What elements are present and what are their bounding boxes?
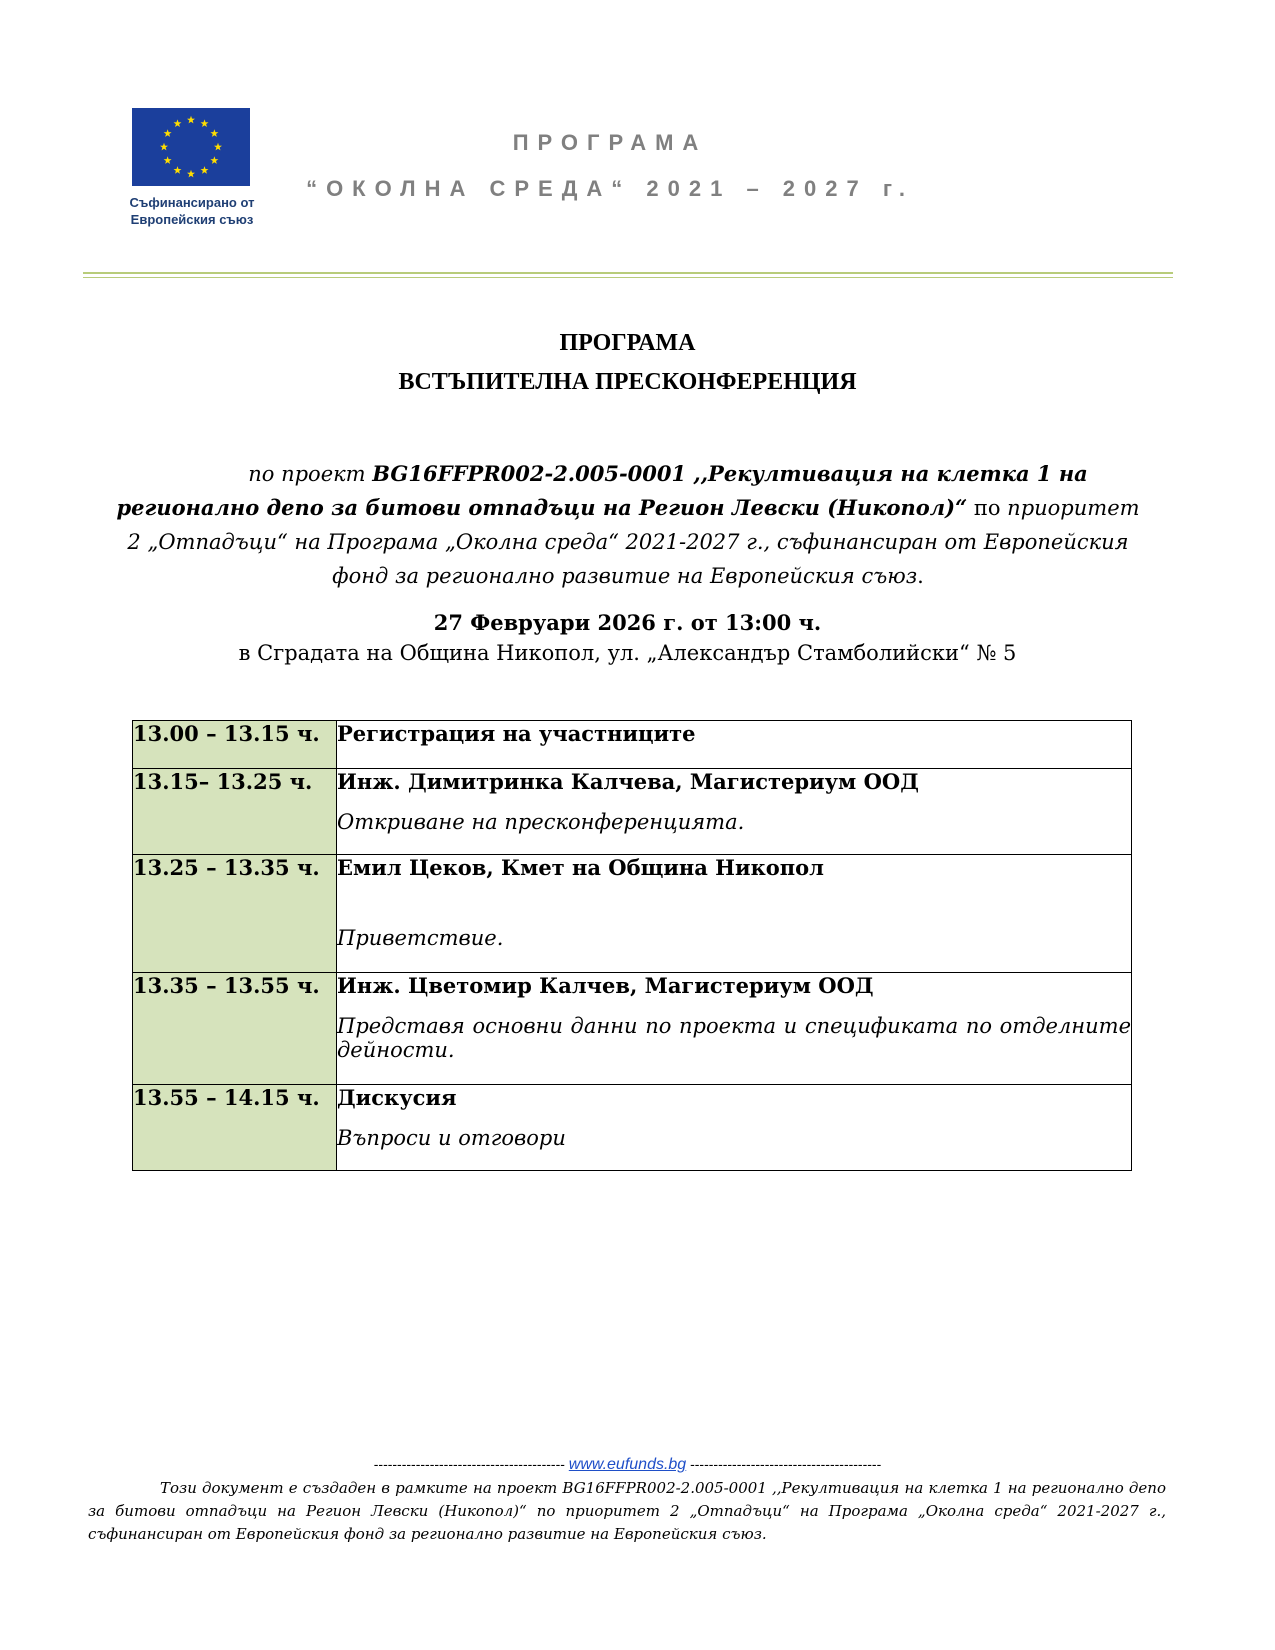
eu-caption-line-1: Съфинансирано от	[129, 195, 255, 210]
header-rule-thin	[83, 277, 1173, 278]
program-heading: ПРОГРАМА	[512, 130, 708, 155]
project-by: по	[967, 496, 1001, 520]
project-description	[108, 457, 1148, 593]
program-subheading: “ОКОЛНА СРЕДА“ 2021 – 2027 г.	[306, 176, 914, 201]
agenda-time: 13.25 – 13.35 ч.	[133, 855, 337, 973]
agenda-row	[133, 855, 1132, 973]
agenda-row	[133, 1085, 1132, 1171]
document-title: ПРОГРАМА	[559, 330, 696, 356]
agenda-row	[133, 721, 1132, 769]
eufunds-link[interactable]: www.eufunds.bg	[568, 1456, 687, 1473]
event-venue: в Сградата на Община Никопол, ул. „Александър Стамболийски“ № 5	[238, 641, 1017, 665]
agenda-table	[132, 720, 1132, 1171]
agenda-item-description: Откриване на пресконференцията.	[337, 810, 745, 834]
eu-flag-icon	[118, 98, 266, 190]
document-subtitle: ВСТЪПИТЕЛНА ПРЕСКОНФЕРЕНЦИЯ	[398, 369, 857, 395]
footer-note	[88, 1477, 1166, 1546]
agenda-item	[337, 855, 1132, 973]
project-name: BG16FFPR002-2.005-0001 ,,Рекултивация на клетка 1 на регионално депо за битови отпадъци на Регион Левски (Никопол)“	[116, 461, 1088, 520]
agenda-item-description: Представя основни данни по проекта и спецификата по отделните дейности.	[337, 1014, 1131, 1062]
agenda-item-title: Инж. Цветомир Калчев, Магистериум ООД	[337, 973, 874, 998]
agenda-item	[337, 721, 1132, 769]
footer-dashes-right: -----------------------------------------	[690, 1456, 882, 1472]
agenda-item-description: Приветствие.	[337, 926, 504, 950]
agenda-item-description: Въпроси и отговори	[337, 1126, 566, 1150]
eu-logo-caption	[118, 194, 266, 228]
agenda-time: 13.55 – 14.15 ч.	[133, 1085, 337, 1171]
agenda-row	[133, 973, 1132, 1085]
agenda-item-title: Регистрация на участниците	[337, 721, 696, 746]
agenda-item-title: Дискусия	[337, 1085, 457, 1110]
event-date: 27 Февруари 2026 г. от 13:00 ч.	[433, 610, 822, 635]
agenda-time: 13.15– 13.25 ч.	[133, 769, 337, 855]
agenda-item-title: Инж. Димитринка Калчева, Магистериум ООД	[337, 769, 919, 794]
agenda-row	[133, 769, 1132, 855]
footer-link-line	[0, 1456, 1255, 1474]
header-rule	[83, 272, 1173, 274]
project-end: .	[917, 564, 924, 588]
footer-dashes-left: -----------------------------------------	[373, 1456, 565, 1472]
agenda-item	[337, 1085, 1132, 1171]
agenda-item	[337, 973, 1132, 1085]
agenda-time: 13.35 – 13.55 ч.	[133, 973, 337, 1085]
agenda-item	[337, 769, 1132, 855]
footer-note-text: Този документ е създаден в рамките на проект BG16FFPR002-2.005-0001 ,,Рекултивация на клетка 1 на регионално депо за битови отпадъци на Регион Левски (Никопол)“ по приоритет 2 „Отпадъци“ на Програма „Околна среда“ 2021-2027 г., съфинансиран от Европейския фонд за регионално развитие на Европейския съюз.	[88, 1479, 1166, 1543]
agenda-item-title: Емил Цеков, Кмет на Община Никопол	[337, 855, 824, 880]
project-priority: приоритет 2 „Отпадъци“ на Програма „Околна среда“ 2021-2027 г., съфинансиран от Европейския фонд за регионално развитие на Европейския съюз	[127, 496, 1140, 588]
project-prefix: по проект	[248, 462, 366, 486]
eu-logo	[118, 98, 266, 248]
agenda-time: 13.00 – 13.15 ч.	[133, 721, 337, 769]
eu-caption-line-2: Европейския съюз	[130, 212, 254, 227]
